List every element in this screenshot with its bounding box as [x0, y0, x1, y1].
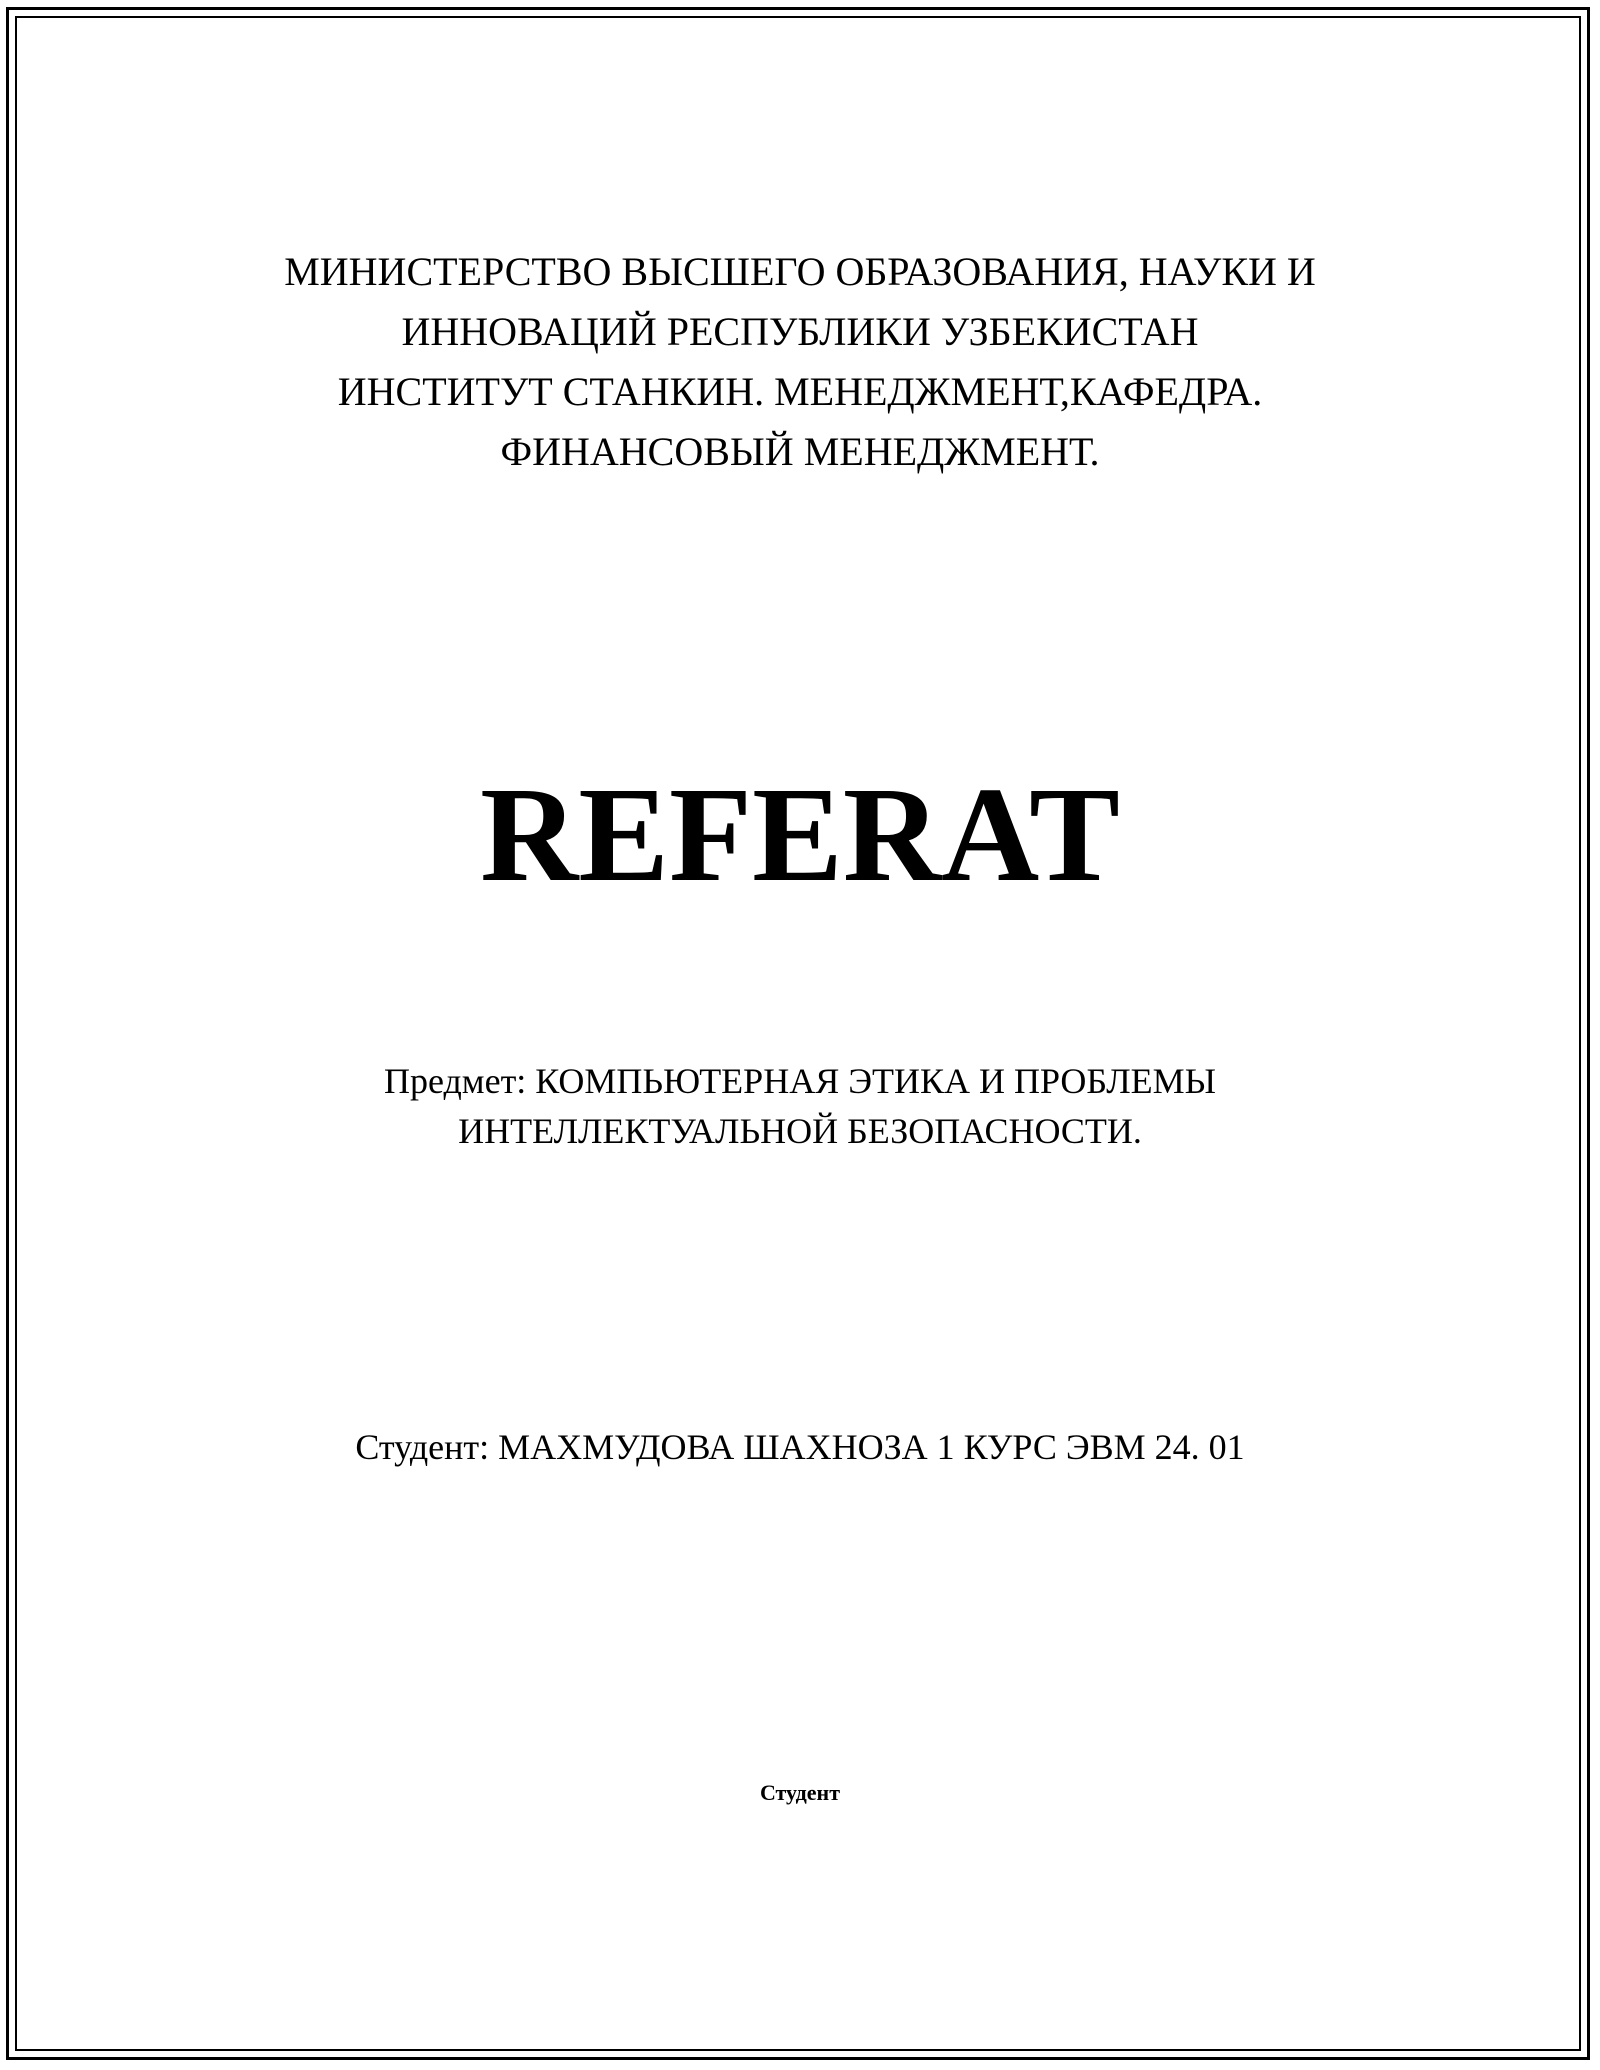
footer-student-label: Студент [759, 1780, 841, 1805]
document-title: REFERAT [480, 760, 1120, 910]
header-line-institute: ИНСТИТУТ СТАНКИН. МЕНЕДЖМЕНТ,КАФЕДРА. [337, 369, 1263, 414]
subject-line-2: ИНТЕЛЛЕКТУАЛЬНОЙ БЕЗОПАСНОСТИ. [458, 1111, 1142, 1151]
institution-header [0, 242, 1600, 482]
header-line-department: ФИНАНСОВЫЙ МЕНЕДЖМЕНТ. [500, 429, 1100, 474]
student-info: Студент: МАХМУДОВА ШАХНОЗА 1 КУРС ЭВМ 24. 01 [355, 1427, 1245, 1467]
header-line-ministry: МИНИСТЕРСТВО ВЫСШЕГО ОБРАЗОВАНИЯ, НАУКИ И [284, 249, 1316, 294]
header-line-republic: ИННОВАЦИЙ РЕСПУБЛИКИ УЗБЕКИСТАН [401, 309, 1199, 354]
subject-line-1: Предмет: КОМПЬЮТЕРНАЯ ЭТИКА И ПРОБЛЕМЫ [383, 1061, 1217, 1101]
subject-block [0, 1056, 1600, 1156]
